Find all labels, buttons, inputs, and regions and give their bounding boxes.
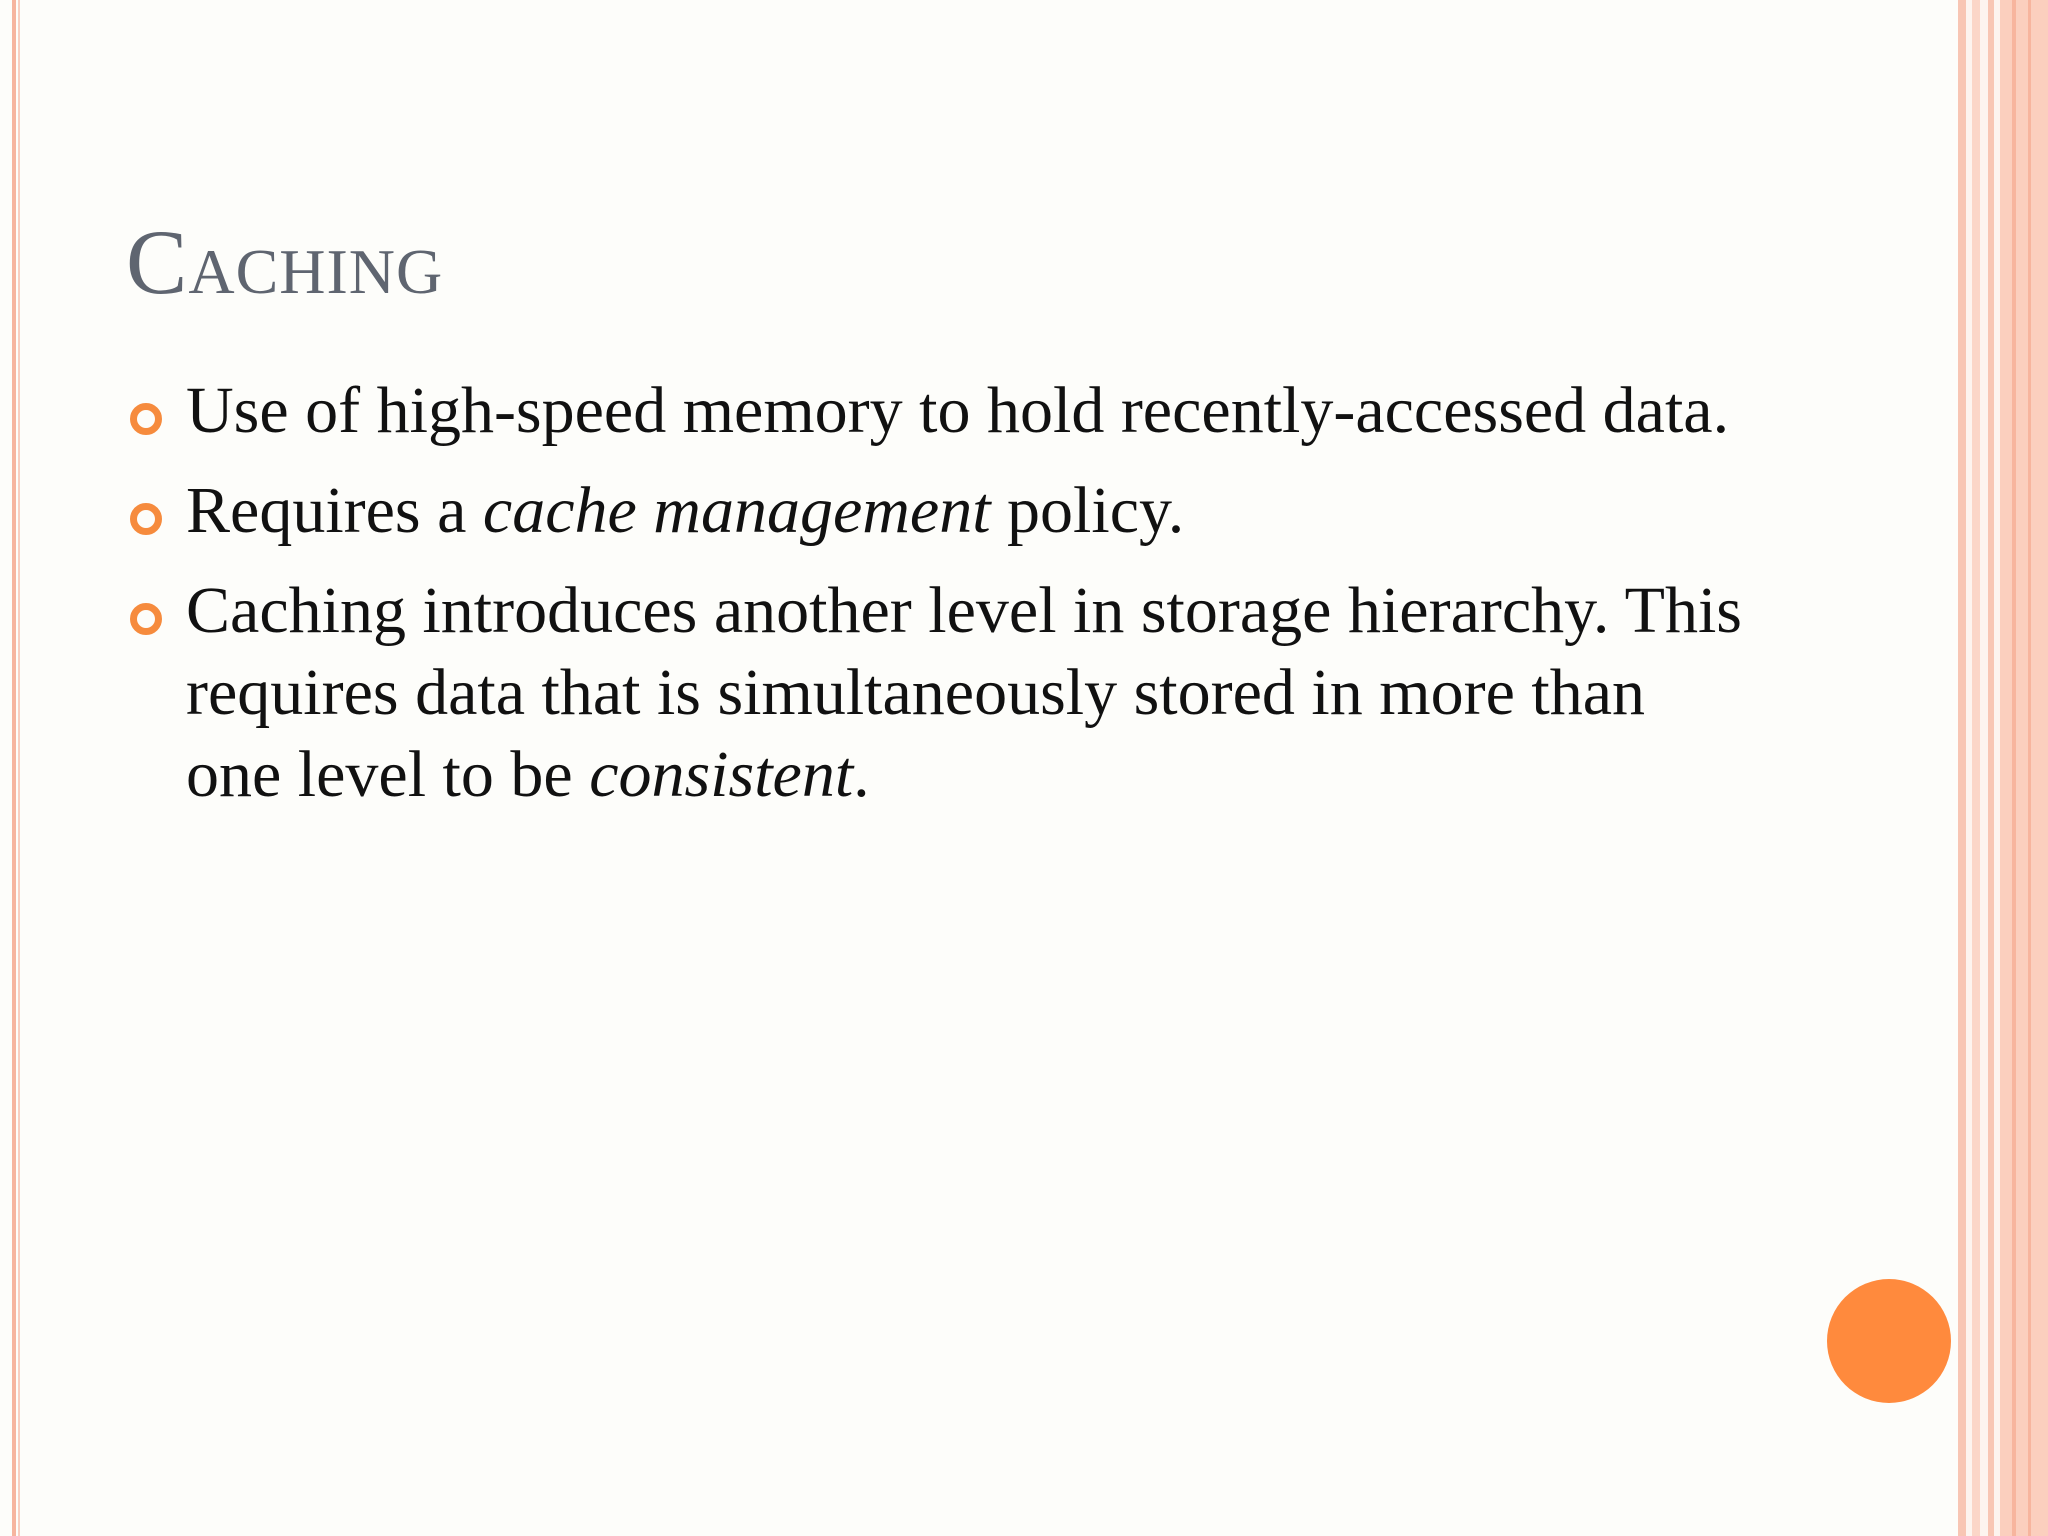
- right-border-stripe: [1988, 0, 1994, 1536]
- bullet-text: Requires a: [186, 474, 483, 547]
- right-border-stripe: [1958, 0, 1966, 1536]
- bullet-ring-icon: [130, 503, 162, 535]
- bullet-ring-icon: [130, 403, 162, 435]
- bullet-ring-icon: [130, 603, 162, 635]
- bullet-list: [130, 370, 1750, 834]
- bullet-item: [130, 570, 1750, 816]
- left-border-stripe: [12, 0, 16, 1536]
- left-border-stripe-thin: [18, 0, 20, 1536]
- right-border-stripe: [2028, 0, 2031, 1536]
- bullet-emphasis: consistent: [589, 738, 854, 811]
- bullet-text: policy.: [990, 474, 1185, 547]
- slide-title: Caching: [126, 211, 444, 313]
- bullet-item: [130, 470, 1750, 552]
- decorative-circle: [1827, 1279, 1951, 1403]
- bullet-item: [130, 370, 1750, 452]
- bullet-emphasis: cache management: [482, 474, 991, 547]
- right-border-stripe: [2012, 0, 2016, 1536]
- right-border-stripe: [2000, 0, 2048, 1536]
- bullet-text: Caching introduces another level in storage hierarchy. This requires data that is simultaneously stored in more than one level to be: [186, 574, 1742, 811]
- right-border-stripe: [1972, 0, 1980, 1536]
- bullet-text: .: [853, 738, 870, 811]
- bullet-text: Use of high-speed memory to hold recently-accessed data.: [186, 374, 1730, 447]
